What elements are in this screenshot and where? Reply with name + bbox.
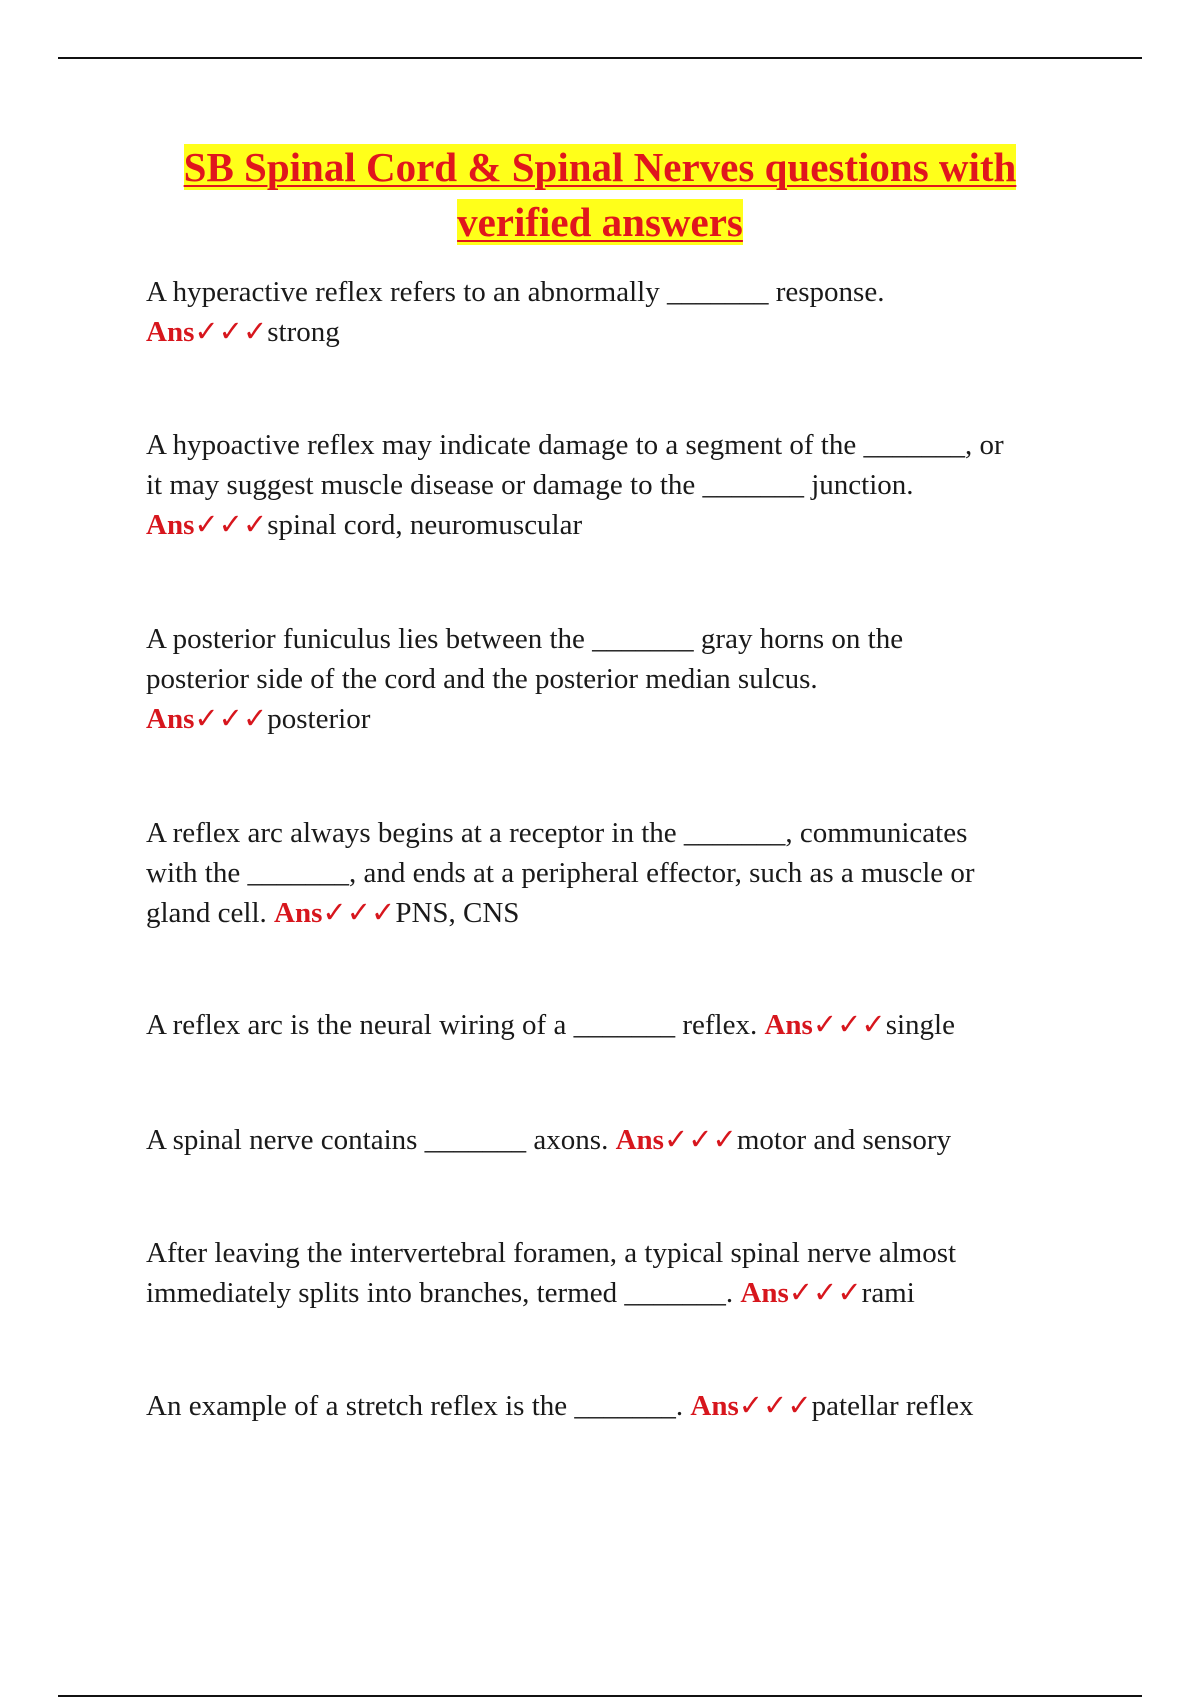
check-marks-icon: ✓✓✓: [194, 703, 268, 735]
question-5: [146, 1005, 1096, 1045]
question-text: A reflex arc always begins at a receptor in the _______, communicates: [146, 817, 968, 849]
title-line-1: SB Spinal Cord & Spinal Nerves questions with: [183, 144, 1017, 190]
ans-label: Ans: [615, 1124, 664, 1156]
question-text: posterior side of the cord and the posterior median sulcus.: [146, 663, 818, 695]
check-marks-icon: ✓✓✓: [663, 1124, 737, 1156]
answer-text: single: [885, 1009, 955, 1041]
question-text: A reflex arc is the neural wiring of a _______ reflex.: [146, 1009, 758, 1041]
answer-text: rami: [861, 1277, 915, 1309]
question-2: [146, 425, 1096, 545]
ans-label: Ans: [690, 1390, 739, 1422]
answer-line: [146, 1005, 1096, 1045]
answer-line: [146, 699, 1096, 739]
title-line-2: verified answers: [457, 199, 743, 245]
top-rule: [58, 57, 1142, 59]
answer-text: posterior: [267, 703, 371, 735]
answer-text: strong: [267, 316, 340, 348]
question-8: [146, 1386, 1096, 1426]
question-text: with the _______, and ends at a peripheral effector, such as a muscle or: [146, 857, 975, 889]
ans-label: Ans: [274, 897, 323, 929]
check-marks-icon: ✓✓✓: [194, 509, 268, 541]
question-text: it may suggest muscle disease or damage to the _______ junction.: [146, 469, 914, 501]
answer-line: [146, 1120, 1096, 1160]
ans-label: Ans: [764, 1009, 813, 1041]
question-7: [146, 1233, 1096, 1313]
ans-label: Ans: [146, 316, 195, 348]
question-4: [146, 813, 1096, 933]
question-text: A posterior funiculus lies between the _______ gray horns on the: [146, 623, 904, 655]
answer-line: [146, 312, 1096, 352]
question-text: A hyperactive reflex refers to an abnormally _______ response.: [146, 276, 885, 308]
question-text: A spinal nerve contains _______ axons.: [146, 1124, 609, 1156]
answer-line: [146, 893, 1096, 933]
question-text: After leaving the intervertebral foramen, a typical spinal nerve almost: [146, 1237, 957, 1269]
answer-text: PNS, CNS: [395, 897, 520, 929]
answer-text: motor and sensory: [736, 1124, 952, 1156]
answer-text: patellar reflex: [811, 1390, 974, 1422]
question-3: [146, 619, 1096, 739]
answer-line: [146, 1386, 1096, 1426]
question-6: [146, 1120, 1096, 1160]
ans-label: Ans: [740, 1277, 789, 1309]
question-text: gland cell.: [146, 897, 267, 929]
question-text: A hypoactive reflex may indicate damage to a segment of the _______, or: [146, 429, 1004, 461]
question-text: immediately splits into branches, termed _______.: [146, 1277, 734, 1309]
ans-label: Ans: [146, 703, 195, 735]
ans-label: Ans: [146, 509, 195, 541]
question-1: [146, 272, 1096, 352]
answer-line: [146, 1273, 1096, 1313]
question-text: An example of a stretch reflex is the _______.: [146, 1390, 684, 1422]
document-title: [110, 140, 1090, 250]
bottom-rule: [58, 1695, 1142, 1697]
answer-text: spinal cord, neuromuscular: [267, 509, 583, 541]
check-marks-icon: ✓✓✓: [322, 897, 396, 929]
check-marks-icon: ✓✓✓: [788, 1277, 862, 1309]
check-marks-icon: ✓✓✓: [812, 1009, 886, 1041]
check-marks-icon: ✓✓✓: [194, 316, 268, 348]
check-marks-icon: ✓✓✓: [738, 1390, 812, 1422]
answer-line: [146, 505, 1096, 545]
